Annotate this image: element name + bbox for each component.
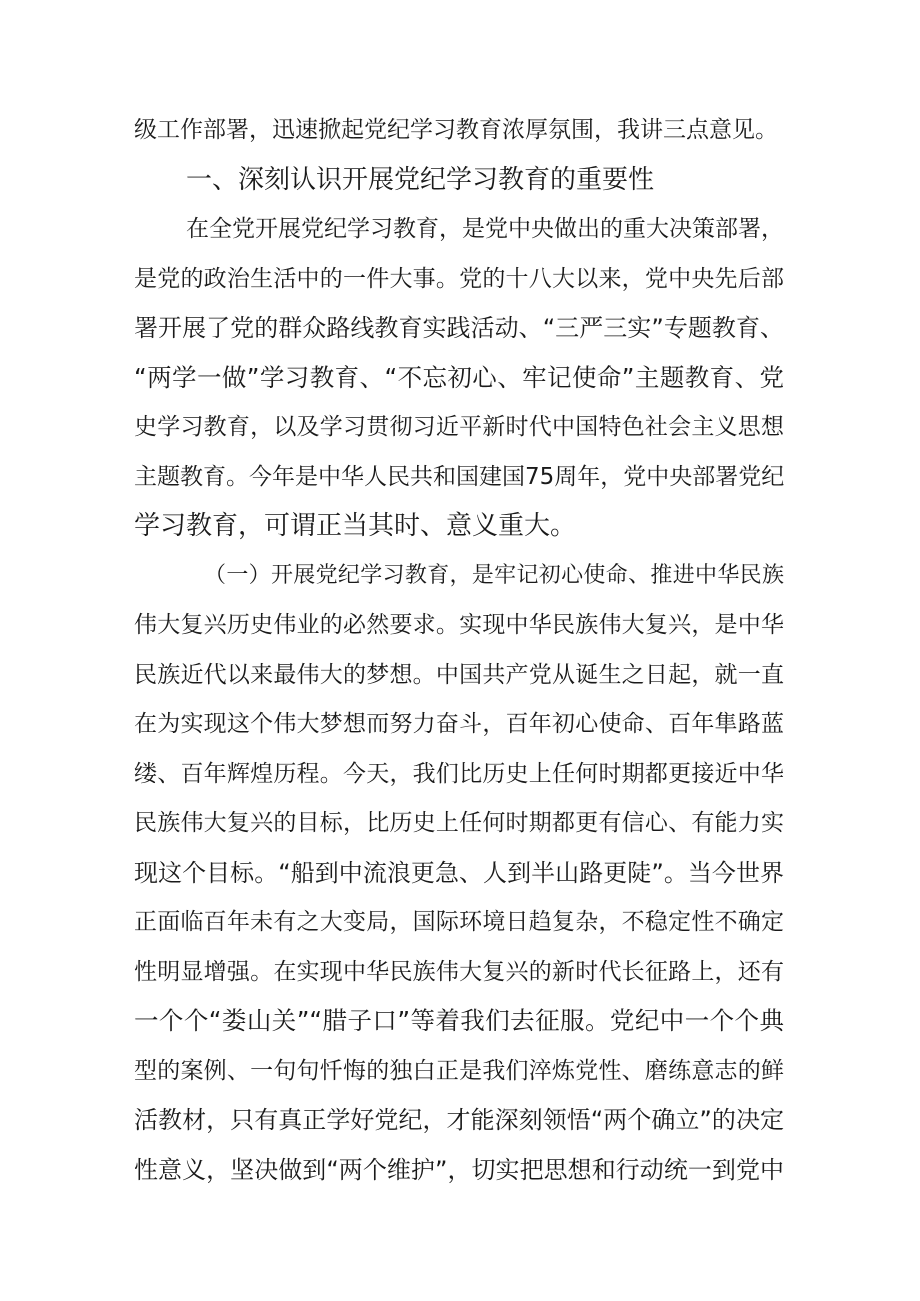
body-text-line: 主题教育。今年是中华人民共和国建国75周年，党中央部署党纪 [134, 464, 785, 490]
body-text-line: 史学习教育，以及学习贯彻习近平新时代中国特色社会主义思想 [134, 414, 784, 440]
body-text-line: 现这个目标。“船到中流浪更急、人到半山路更陡”。当今世界 [134, 859, 784, 887]
body-text-line: 性明显增强。在实现中华民族伟大复兴的新时代长征路上，还有 [134, 959, 784, 985]
body-text-line: 级工作部署，迅速掀起党纪学习教育浓厚氛围，我讲三点意见。 [134, 117, 778, 143]
section-heading: 一、深刻认识开展党纪学习教育的重要性 [186, 165, 655, 195]
body-text-line: 性意义，坚决做到“两个维护”，切实把思想和行动统一到党中 [134, 1156, 784, 1184]
body-text-line: 民族近代以来最伟大的梦想。中国共产党从诞生之日起，就一直 [134, 662, 784, 688]
body-text-line: 是党的政治生活中的一件大事。党的十八大以来，党中央先后部 [134, 266, 784, 292]
body-text-line: 正面临百年未有之大变局，国际环境日趋复杂，不稳定性不确定 [134, 909, 784, 935]
body-text-line: 在为实现这个伟大梦想而努力奋斗，百年初心使命、百年隼路蓝 [134, 711, 784, 737]
body-text-line: 活教材，只有真正学好党纪，才能深刻领悟“两个确立”的决定 [134, 1106, 784, 1134]
subsection-line: （一）开展党纪学习教育，是牢记初心使命、推进中华民族 [204, 563, 784, 588]
body-text-line: 民族伟大复兴的目标，比历史上任何时期都更有信心、有能力实 [134, 810, 784, 836]
body-text-line: 伟大复兴历史伟业的必然要求。实现中华民族伟大复兴，是中华 [134, 612, 784, 638]
body-text-line: 在全党开展党纪学习教育，是党中央做出的重大决策部署， [186, 216, 784, 242]
body-text-line: 缕、百年辉煌历程。今天，我们比历史上任何时期都更接近中华 [134, 761, 784, 787]
body-text-line: 学习教育，可谓正当其时、意义重大。 [134, 511, 577, 541]
body-text-line: 型的案例、一句句忏悔的独白正是我们淬炼党性、磨练意志的鲜 [134, 1058, 784, 1084]
body-text-line: 署开展了党的群众路线教育实践活动、“三严三实”专题教育、 [134, 314, 784, 342]
body-text-line: “两学一做”学习教育、“不忘初心、牢记使命”主题教育、党 [134, 363, 784, 392]
body-text-line: 一个个“娄山关”“腊子口”等着我们去征服。党纪中一个个典 [134, 1006, 784, 1035]
